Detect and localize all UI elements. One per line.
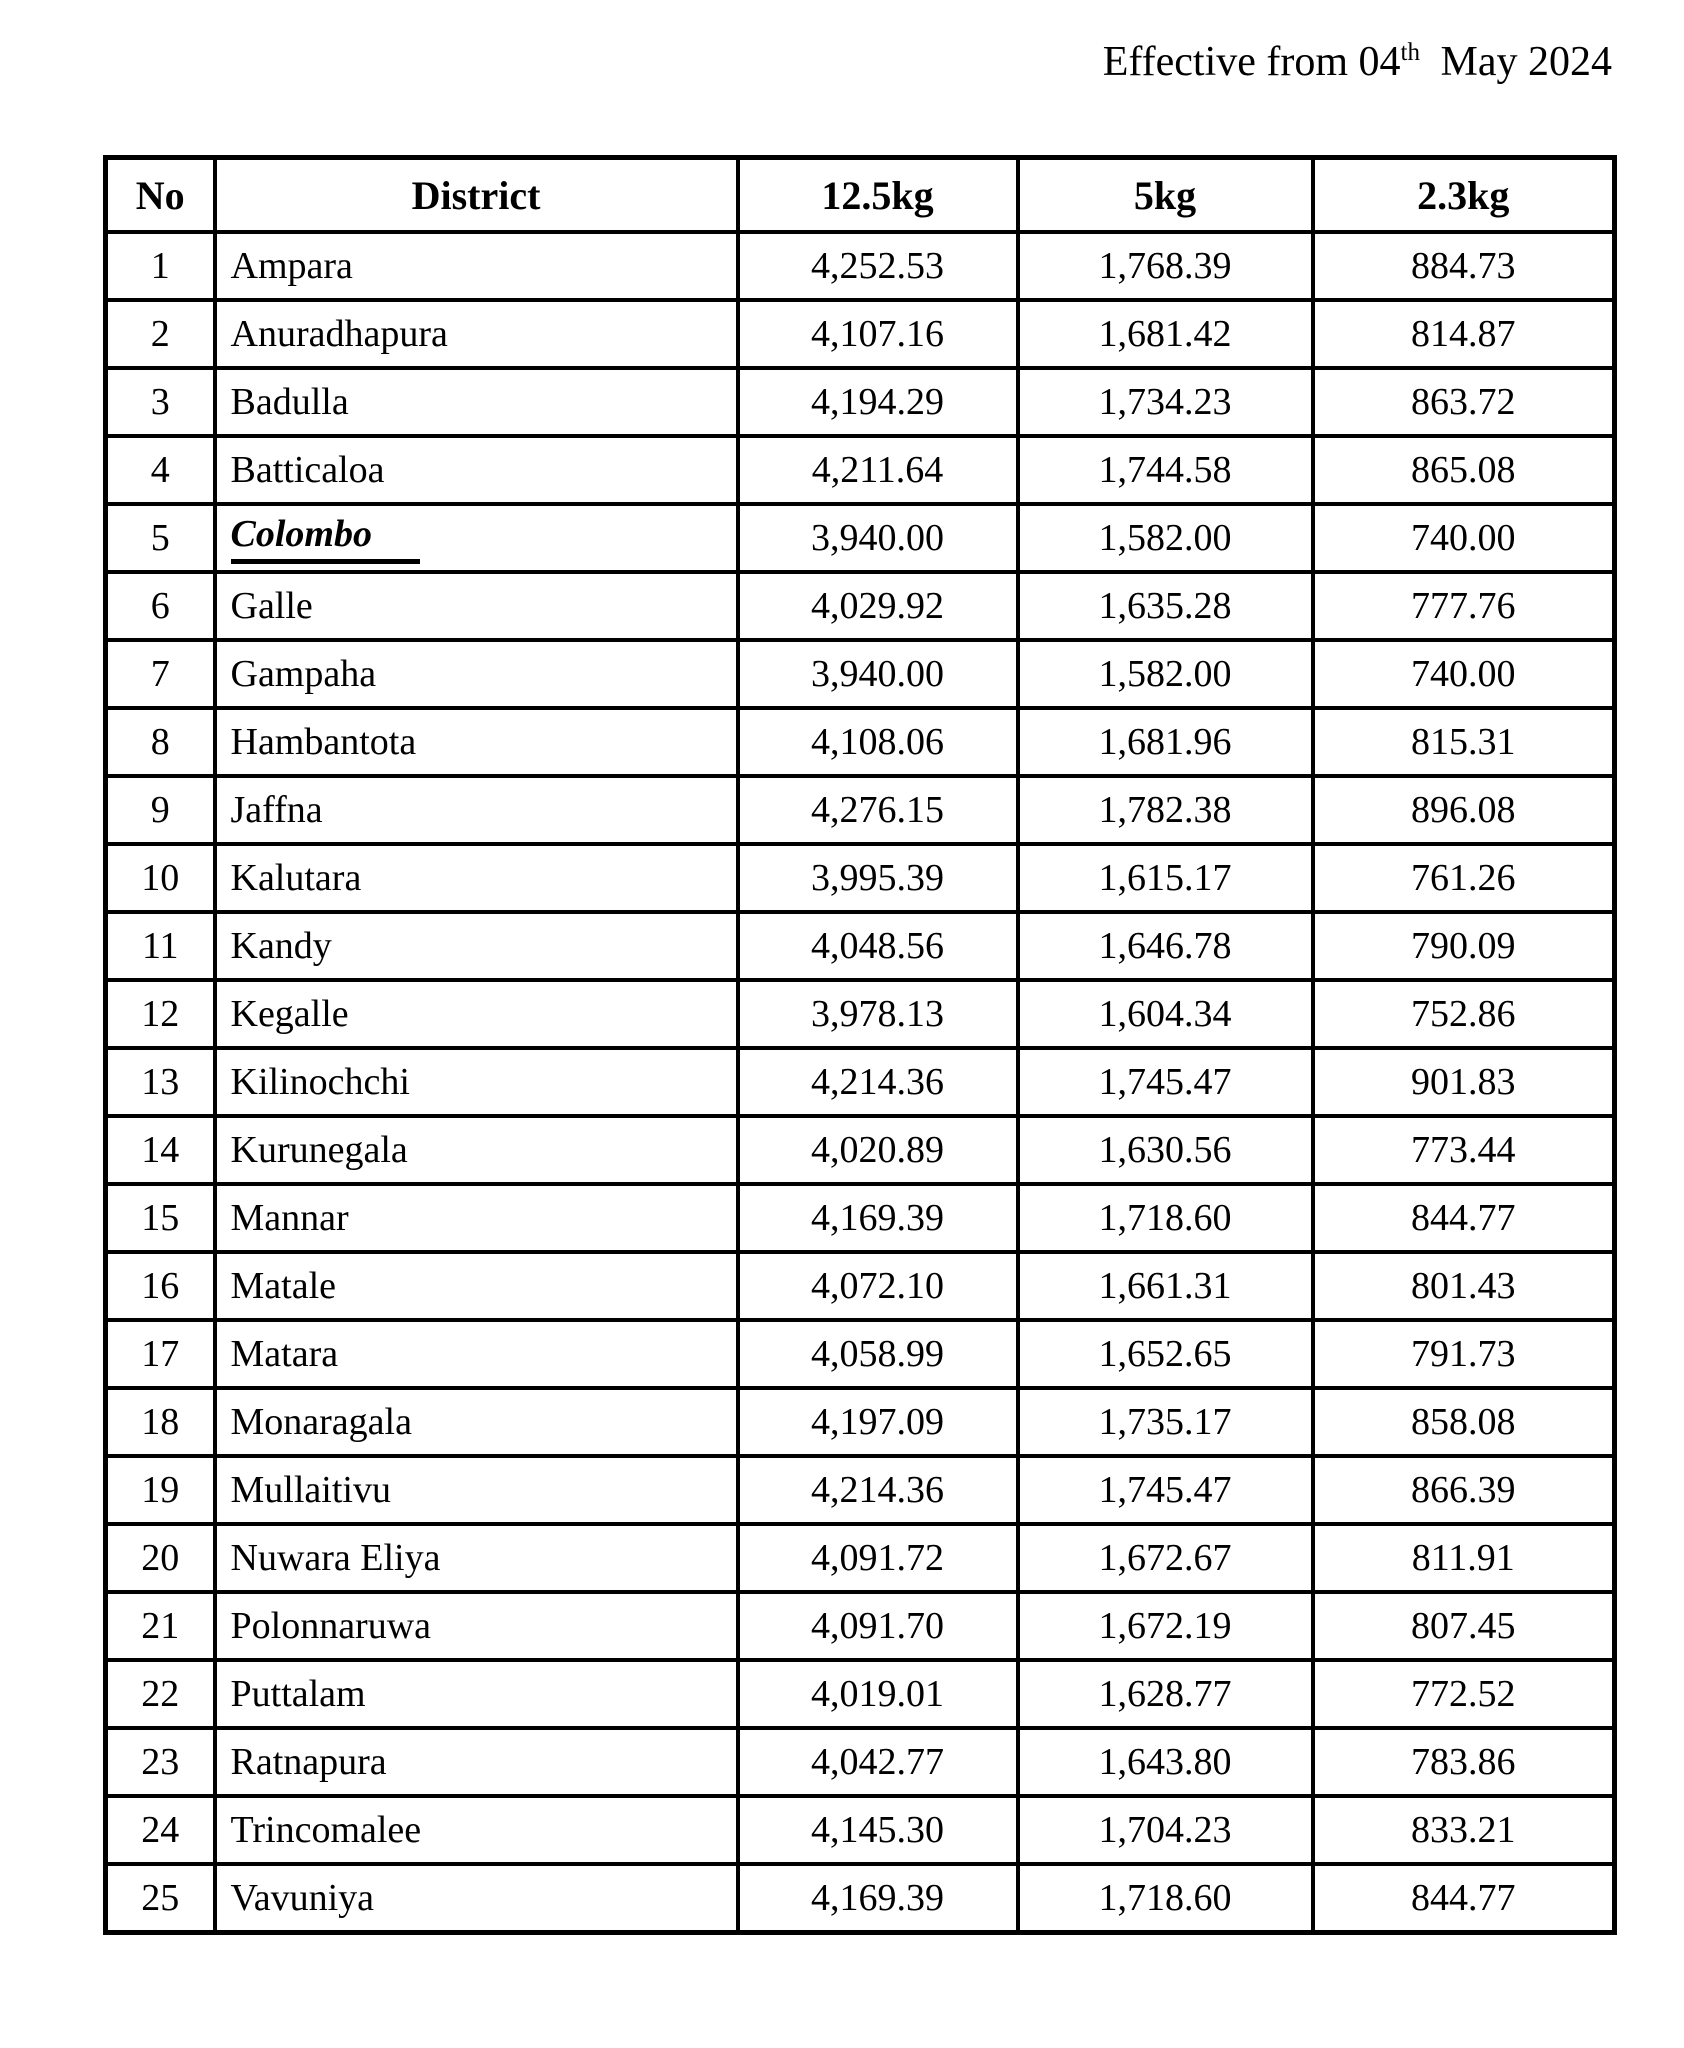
- cell-no: 23: [106, 1728, 215, 1796]
- cell-district: [215, 640, 738, 708]
- cell-no: 15: [106, 1184, 215, 1252]
- cell-2-3kg: 761.26: [1313, 844, 1615, 912]
- cell-5kg: 1,628.77: [1018, 1660, 1313, 1728]
- cell-2-3kg: 811.91: [1313, 1524, 1615, 1592]
- cell-12-5kg: 4,107.16: [738, 300, 1018, 368]
- cell-district: [215, 1320, 738, 1388]
- header-2-3kg: 2.3kg: [1313, 158, 1615, 233]
- table-row: [106, 572, 1615, 640]
- cell-5kg: 1,681.42: [1018, 300, 1313, 368]
- cell-2-3kg: 865.08: [1313, 436, 1615, 504]
- cell-12-5kg: 4,276.15: [738, 776, 1018, 844]
- cell-no: 8: [106, 708, 215, 776]
- table-row: [106, 1184, 1615, 1252]
- cell-no: 9: [106, 776, 215, 844]
- cell-no: 24: [106, 1796, 215, 1864]
- cell-2-3kg: 777.76: [1313, 572, 1615, 640]
- district-name: Kurunegala: [230, 1129, 408, 1171]
- cell-no: 4: [106, 436, 215, 504]
- cell-5kg: 1,635.28: [1018, 572, 1313, 640]
- cell-2-3kg: 801.43: [1313, 1252, 1615, 1320]
- district-name: Trincomalee: [230, 1809, 422, 1851]
- district-name: Vavuniya: [230, 1877, 375, 1919]
- cell-2-3kg: 740.00: [1313, 504, 1615, 572]
- table-row: [106, 640, 1615, 708]
- cell-no: 10: [106, 844, 215, 912]
- cell-5kg: 1,630.56: [1018, 1116, 1313, 1184]
- district-name: Ampara: [230, 245, 353, 287]
- cell-12-5kg: 4,214.36: [738, 1456, 1018, 1524]
- header-no: No: [106, 158, 215, 233]
- cell-district: [215, 1184, 738, 1252]
- cell-no: 11: [106, 912, 215, 980]
- cell-district: [215, 1048, 738, 1116]
- cell-2-3kg: 783.86: [1313, 1728, 1615, 1796]
- table-row: [106, 1116, 1615, 1184]
- table-row: [106, 300, 1615, 368]
- district-name: Mannar: [230, 1197, 349, 1239]
- cell-5kg: 1,604.34: [1018, 980, 1313, 1048]
- district-name: Matale: [230, 1265, 337, 1307]
- cell-no: 17: [106, 1320, 215, 1388]
- cell-12-5kg: 3,940.00: [738, 640, 1018, 708]
- cell-no: 7: [106, 640, 215, 708]
- cell-12-5kg: 4,029.92: [738, 572, 1018, 640]
- table-row: [106, 1320, 1615, 1388]
- cell-no: 21: [106, 1592, 215, 1660]
- cell-no: 14: [106, 1116, 215, 1184]
- table-row: [106, 1388, 1615, 1456]
- district-price-table: [103, 155, 1617, 1935]
- district-name: Badulla: [230, 381, 349, 423]
- cell-district: [215, 1864, 738, 1933]
- table-row: [106, 980, 1615, 1048]
- cell-district: [215, 1728, 738, 1796]
- cell-district: [215, 1592, 738, 1660]
- cell-12-5kg: 4,091.72: [738, 1524, 1018, 1592]
- table-row: [106, 912, 1615, 980]
- cell-2-3kg: 752.86: [1313, 980, 1615, 1048]
- district-name: Mullaitivu: [230, 1469, 391, 1511]
- cell-2-3kg: 863.72: [1313, 368, 1615, 436]
- table-row: [106, 504, 1615, 572]
- cell-district: [215, 572, 738, 640]
- cell-2-3kg: 866.39: [1313, 1456, 1615, 1524]
- cell-12-5kg: 4,091.70: [738, 1592, 1018, 1660]
- header-12-5kg: 12.5kg: [738, 158, 1018, 233]
- cell-5kg: 1,643.80: [1018, 1728, 1313, 1796]
- district-name: Kilinochchi: [230, 1061, 410, 1103]
- cell-2-3kg: 773.44: [1313, 1116, 1615, 1184]
- cell-5kg: 1,745.47: [1018, 1048, 1313, 1116]
- cell-no: 18: [106, 1388, 215, 1456]
- cell-2-3kg: 815.31: [1313, 708, 1615, 776]
- district-name: Kandy: [230, 925, 332, 967]
- cell-2-3kg: 790.09: [1313, 912, 1615, 980]
- cell-no: 2: [106, 300, 215, 368]
- cell-5kg: 1,718.60: [1018, 1864, 1313, 1933]
- cell-district: [215, 912, 738, 980]
- header-row: [106, 158, 1615, 233]
- cell-5kg: 1,672.67: [1018, 1524, 1313, 1592]
- cell-12-5kg: 3,940.00: [738, 504, 1018, 572]
- cell-district: [215, 1660, 738, 1728]
- cell-5kg: 1,646.78: [1018, 912, 1313, 980]
- table-body: [106, 232, 1615, 1933]
- cell-2-3kg: 807.45: [1313, 1592, 1615, 1660]
- cell-12-5kg: 4,169.39: [738, 1864, 1018, 1933]
- cell-district: [215, 300, 738, 368]
- cell-5kg: 1,782.38: [1018, 776, 1313, 844]
- table-header: [106, 158, 1615, 233]
- table-row: [106, 1524, 1615, 1592]
- table-row: [106, 1048, 1615, 1116]
- cell-no: 1: [106, 232, 215, 300]
- district-name: Monaragala: [230, 1401, 412, 1443]
- cell-district: [215, 1524, 738, 1592]
- cell-5kg: 1,615.17: [1018, 844, 1313, 912]
- district-name: Nuwara Eliya: [230, 1537, 441, 1579]
- cell-2-3kg: 844.77: [1313, 1864, 1615, 1933]
- cell-district: [215, 1388, 738, 1456]
- cell-no: 20: [106, 1524, 215, 1592]
- cell-district: [215, 708, 738, 776]
- table-row: [106, 1864, 1615, 1933]
- cell-5kg: 1,718.60: [1018, 1184, 1313, 1252]
- effective-date-note: [1103, 38, 1612, 86]
- cell-12-5kg: 3,978.13: [738, 980, 1018, 1048]
- cell-no: 5: [106, 504, 215, 572]
- cell-2-3kg: 858.08: [1313, 1388, 1615, 1456]
- cell-5kg: 1,735.17: [1018, 1388, 1313, 1456]
- cell-2-3kg: 814.87: [1313, 300, 1615, 368]
- cell-district: [215, 368, 738, 436]
- cell-5kg: 1,672.19: [1018, 1592, 1313, 1660]
- table-row: [106, 1456, 1615, 1524]
- cell-5kg: 1,734.23: [1018, 368, 1313, 436]
- table-row: [106, 776, 1615, 844]
- district-name: Puttalam: [230, 1673, 366, 1715]
- district-name: Ratnapura: [230, 1741, 387, 1783]
- cell-2-3kg: 901.83: [1313, 1048, 1615, 1116]
- district-name: Galle: [230, 585, 313, 627]
- cell-district: [215, 776, 738, 844]
- cell-5kg: 1,681.96: [1018, 708, 1313, 776]
- cell-no: 12: [106, 980, 215, 1048]
- table-row: [106, 708, 1615, 776]
- cell-5kg: 1,745.47: [1018, 1456, 1313, 1524]
- district-name: Anuradhapura: [230, 313, 448, 355]
- cell-12-5kg: 4,042.77: [738, 1728, 1018, 1796]
- cell-5kg: 1,652.65: [1018, 1320, 1313, 1388]
- cell-5kg: 1,661.31: [1018, 1252, 1313, 1320]
- cell-no: 22: [106, 1660, 215, 1728]
- cell-district: [215, 844, 738, 912]
- table-row: [106, 1592, 1615, 1660]
- district-name: Jaffna: [230, 789, 323, 831]
- cell-district: [215, 504, 738, 572]
- table-row: [106, 1252, 1615, 1320]
- cell-no: 25: [106, 1864, 215, 1933]
- cell-5kg: 1,582.00: [1018, 640, 1313, 708]
- district-name: Hambantota: [230, 721, 417, 763]
- district-name: Matara: [230, 1333, 339, 1375]
- cell-12-5kg: 4,197.09: [738, 1388, 1018, 1456]
- cell-5kg: 1,768.39: [1018, 232, 1313, 300]
- cell-12-5kg: 4,211.64: [738, 436, 1018, 504]
- cell-2-3kg: 896.08: [1313, 776, 1615, 844]
- cell-2-3kg: 844.77: [1313, 1184, 1615, 1252]
- cell-12-5kg: 4,058.99: [738, 1320, 1018, 1388]
- cell-district: [215, 1456, 738, 1524]
- table-row: [106, 844, 1615, 912]
- district-name: Polonnaruwa: [230, 1605, 432, 1647]
- cell-no: 13: [106, 1048, 215, 1116]
- cell-12-5kg: 4,048.56: [738, 912, 1018, 980]
- cell-district: [215, 1116, 738, 1184]
- table-row: [106, 1796, 1615, 1864]
- cell-2-3kg: 791.73: [1313, 1320, 1615, 1388]
- district-name: Kegalle: [230, 993, 349, 1035]
- cell-12-5kg: 4,252.53: [738, 232, 1018, 300]
- effective-date-suffix: May 2024: [1430, 39, 1612, 85]
- cell-12-5kg: 4,145.30: [738, 1796, 1018, 1864]
- cell-12-5kg: 4,214.36: [738, 1048, 1018, 1116]
- cell-no: 3: [106, 368, 215, 436]
- district-name: Colombo: [231, 512, 420, 564]
- cell-2-3kg: 772.52: [1313, 1660, 1615, 1728]
- cell-no: 19: [106, 1456, 215, 1524]
- cell-12-5kg: 4,194.29: [738, 368, 1018, 436]
- cell-2-3kg: 740.00: [1313, 640, 1615, 708]
- cell-12-5kg: 4,019.01: [738, 1660, 1018, 1728]
- table-row: [106, 368, 1615, 436]
- cell-12-5kg: 4,108.06: [738, 708, 1018, 776]
- table-row: [106, 1660, 1615, 1728]
- cell-no: 16: [106, 1252, 215, 1320]
- district-name: Gampaha: [230, 653, 377, 695]
- district-name: Kalutara: [230, 857, 362, 899]
- cell-5kg: 1,744.58: [1018, 436, 1313, 504]
- cell-5kg: 1,582.00: [1018, 504, 1313, 572]
- cell-12-5kg: 3,995.39: [738, 844, 1018, 912]
- table-row: [106, 1728, 1615, 1796]
- cell-12-5kg: 4,072.10: [738, 1252, 1018, 1320]
- effective-date-prefix: Effective from 04: [1102, 39, 1401, 85]
- cell-2-3kg: 833.21: [1313, 1796, 1615, 1864]
- cell-5kg: 1,704.23: [1018, 1796, 1313, 1864]
- district-name: Batticaloa: [230, 449, 385, 491]
- table-row: [106, 436, 1615, 504]
- cell-no: 6: [106, 572, 215, 640]
- effective-date-superscript: th: [1400, 39, 1420, 66]
- cell-12-5kg: 4,020.89: [738, 1116, 1018, 1184]
- cell-district: [215, 436, 738, 504]
- table-row: [106, 232, 1615, 300]
- cell-district: [215, 1252, 738, 1320]
- cell-12-5kg: 4,169.39: [738, 1184, 1018, 1252]
- cell-district: [215, 980, 738, 1048]
- header-5kg: 5kg: [1018, 158, 1313, 233]
- header-district: District: [215, 158, 738, 233]
- cell-2-3kg: 884.73: [1313, 232, 1615, 300]
- cell-district: [215, 232, 738, 300]
- cell-district: [215, 1796, 738, 1864]
